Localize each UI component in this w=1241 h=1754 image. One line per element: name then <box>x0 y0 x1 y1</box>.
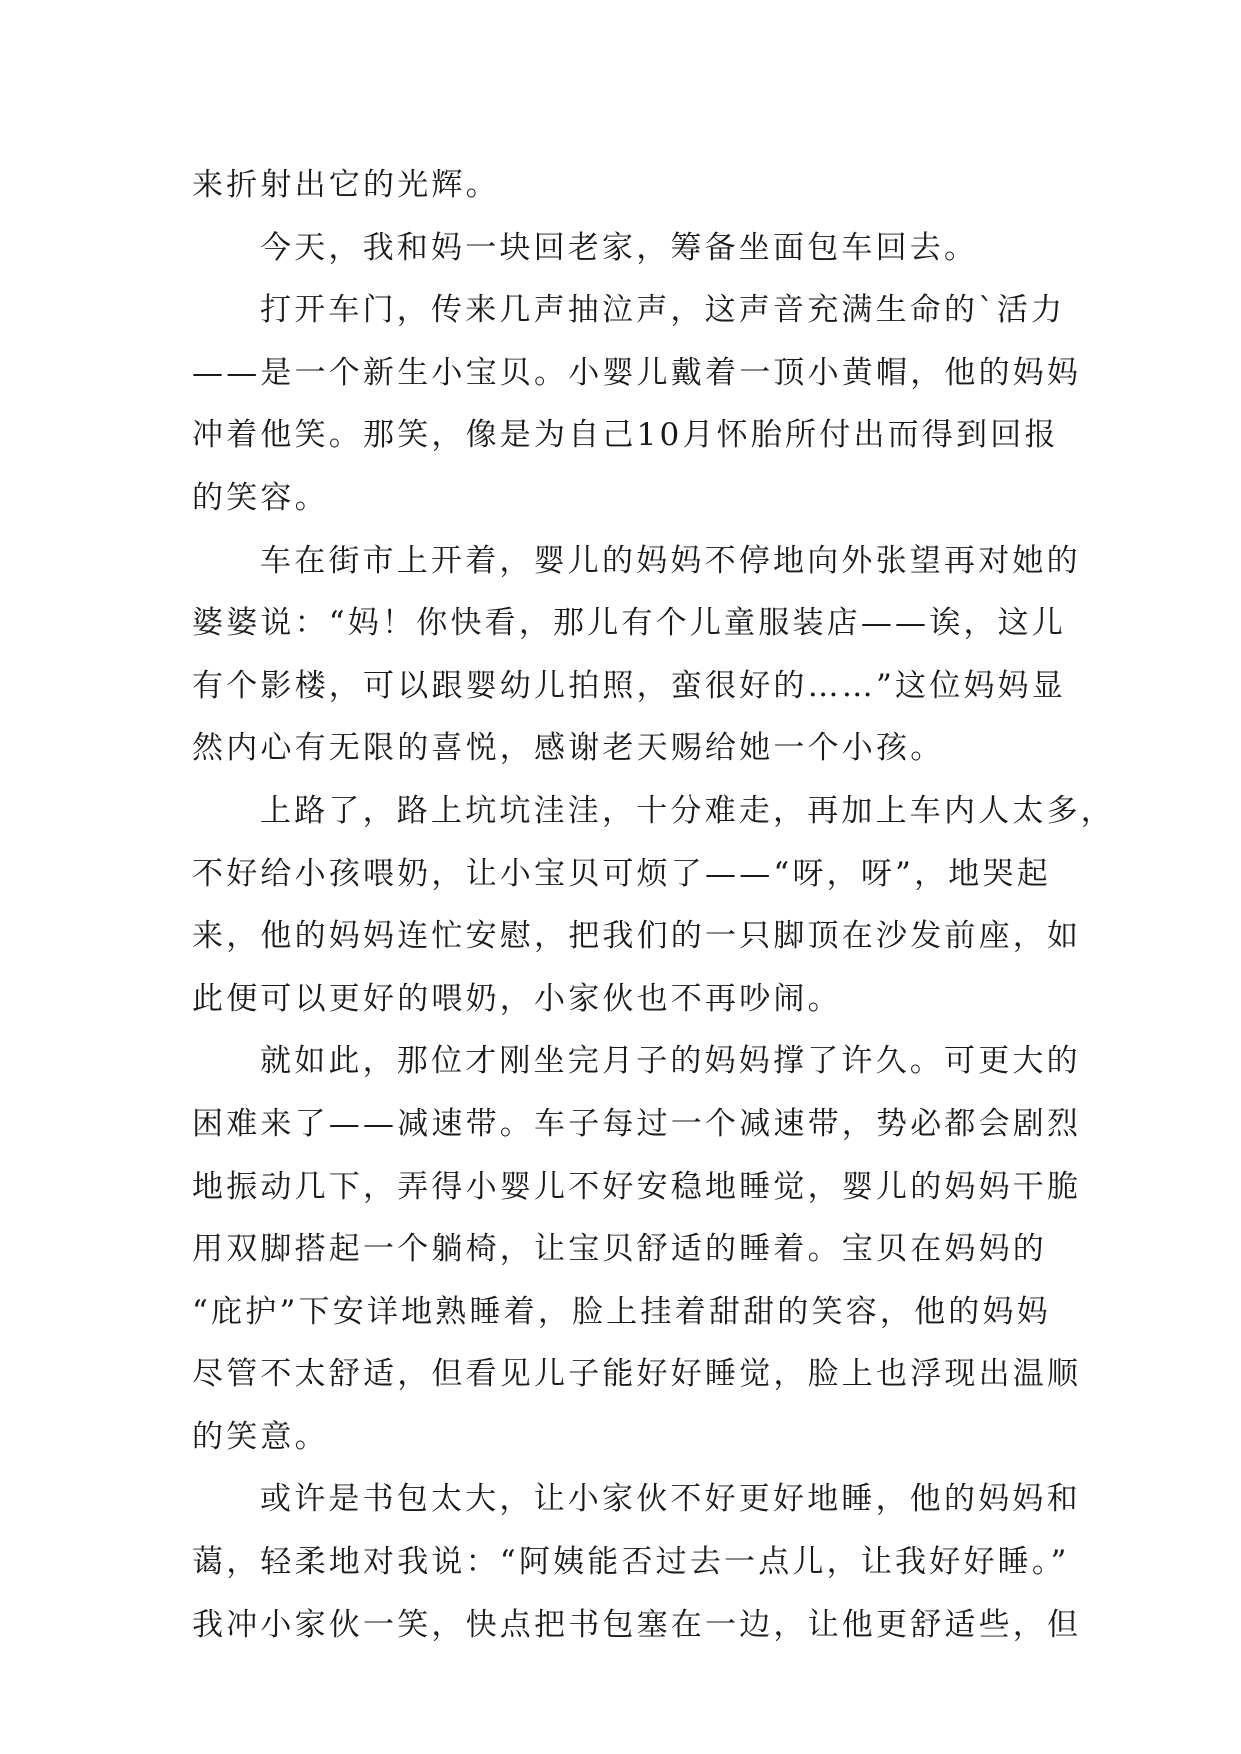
text-line: 或许是书包太大，让小家伙不好更好地睡，他的妈妈和 <box>260 1481 1081 1518</box>
text-line: 我冲小家伙一笑，快点把书包塞在一边，让他更舒适些，但 <box>192 1606 1082 1643</box>
text-line: 此便可以更好的喂奶，小家伙也不再吵闹。 <box>192 980 842 1017</box>
text-line: 车在街市上开着，婴儿的妈妈不停地向外张望再对她的 <box>260 542 1081 579</box>
text-line: 婆婆说：“妈！你快看，那儿有个儿童服装店——诶，这儿 <box>192 605 1067 642</box>
text-line: 的笑意。 <box>192 1418 329 1455</box>
text-line: 蔼，轻柔地对我说：“阿姨能否过去一点儿，让我好好睡。” <box>192 1544 1070 1581</box>
text-line: 不好给小孩喂奶，让小宝贝可烦了——“呀，呀”，地哭起 <box>192 855 1051 892</box>
text-line: 来折射出它的光辉。 <box>192 167 500 203</box>
text-line: 用双脚搭起一个躺椅，让宝贝舒适的睡着。宝贝在妈妈的 <box>192 1231 1047 1268</box>
text-line: “庇护”下安详地熟睡着，脸上挂着甜甜的笑容，他的妈妈 <box>192 1293 1051 1330</box>
text-line: 来，他的妈妈连忙安慰，把我们的一只脚顶在沙发前座，如 <box>192 918 1082 955</box>
text-line: 就如此，那位才刚坐完月子的妈妈撑了许久。可更大的 <box>260 1043 1081 1080</box>
text-line: 打开车门，传来几声抽泣声，这声音充满生命的`活力 <box>260 292 1066 329</box>
text-line: 困难来了——减速带。车子每过一个减速带，势必都会剧烈 <box>192 1105 1082 1142</box>
text-line: ——是一个新生小宝贝。小婴儿戴着一顶小黄帽，他的妈妈 <box>192 354 1082 391</box>
body-text <box>192 154 1115 1656</box>
text-line: 然内心有无限的喜悦，感谢老天赐给她一个小孩。 <box>192 730 945 767</box>
text-line: 尽管不太舒适，但看见儿子能好好睡觉，脸上也浮现出温顺 <box>192 1356 1082 1393</box>
text-line: 冲着他笑。那笑，像是为自己10月怀胎所付出而得到回报 <box>192 417 1059 454</box>
text-line: 地振动几下，弄得小婴儿不好安稳地睡觉，婴儿的妈妈干脆 <box>192 1168 1082 1205</box>
text-line: 今天，我和妈一块回老家，筹备坐面包车回去。 <box>260 229 979 266</box>
text-line: 有个影楼，可以跟婴幼儿拍照，蛮很好的……”这位妈妈显 <box>192 667 1067 704</box>
text-line: 的笑容。 <box>192 479 329 516</box>
text-line: 上路了，路上坑坑洼洼，十分难走，再加上车内人太多， <box>260 792 1115 829</box>
